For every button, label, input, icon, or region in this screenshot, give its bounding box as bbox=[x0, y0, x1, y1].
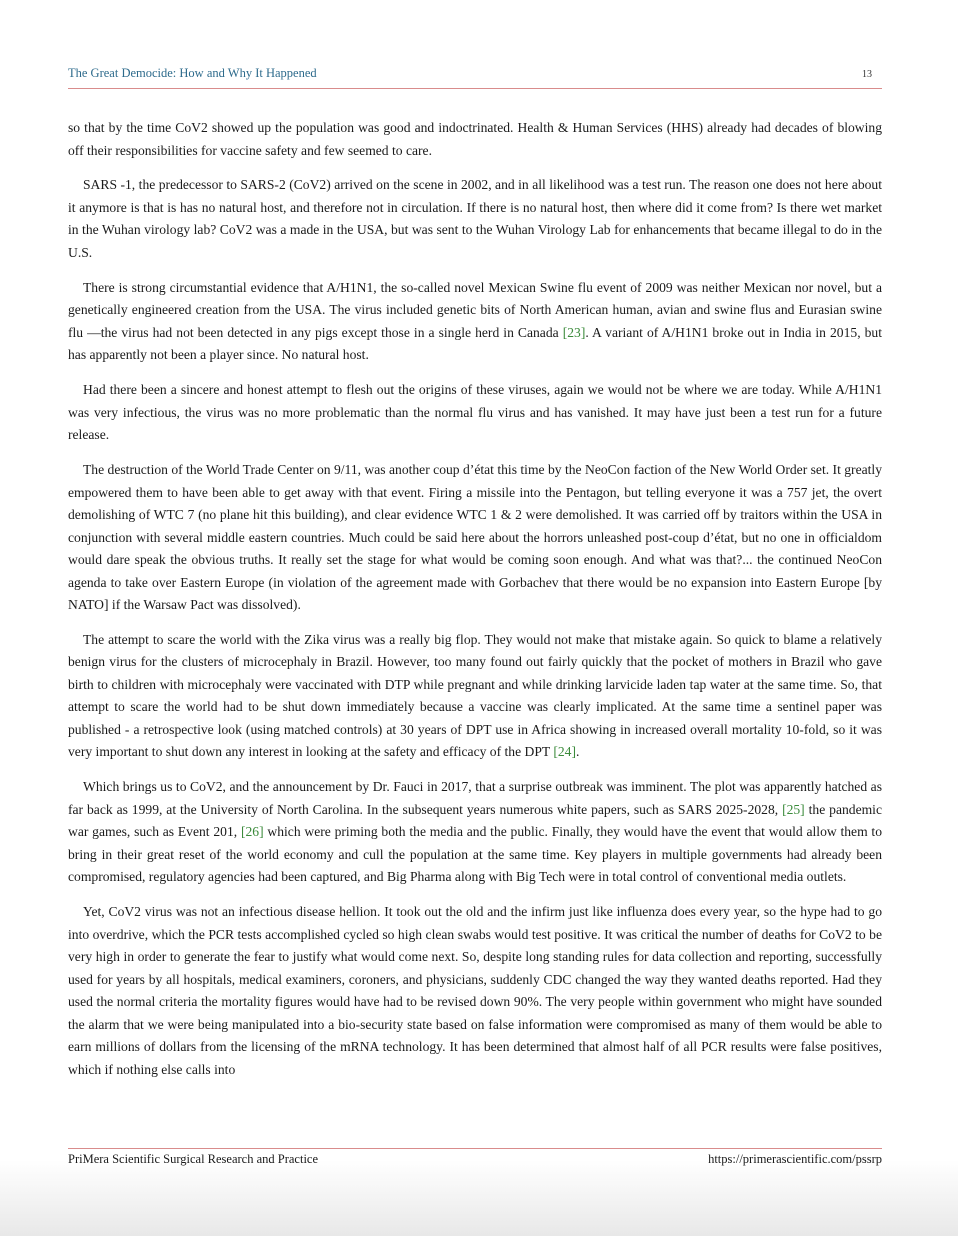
paragraph-text: The destruction of the World Trade Center on 9/11, was another coup d’état this time by the NeoCon faction of the New World Order set. It greatly empowered them to have been able to get away with that event. Firing a missile into the Pentagon, but telling everyone it was a 757 jet, the overt demolishing of WTC 7 (no plane hit this building), and clear evidence WTC 1 & 2 were demolished. It was carried off by traitors within the USA in conjunction with several middle eastern countries. Much could be said here about the horrors unleashed post-coup d’état, but no one in officialdom would dare speak the obvious truths. It really set the stage for what would be coming soon enough. And what was that?... the continued NeoCon agenda to take over Eastern Europe (in violation of the agreement made with Gorbachev that there would be no expansion into Eastern Europe [by NATO] if the Warsaw Pact was dissolved). bbox=[68, 462, 882, 613]
paragraph-text: The attempt to scare the world with the Zika virus was a really big flop. They would not make that mistake again. So quick to blame a relatively benign virus for the clusters of microcephaly in Brazil. However, too many found out fairly quickly that the pocket of mothers in Brazil who gave birth to children with microcephaly were vaccinated with DTP while pregnant and while drinking larvicide laden tap water at the same time. So, that attempt to scare the world had to be shut down immediately because a vaccine was clearly implicated. At the same time a sentinel paper was published - a retrospective look (using matched controls) at 30 years of DPT use in Africa showing in increased overall mortality 10-fold, so it was very important to shut down any interest in looking at the safety and efficacy of the DPT bbox=[68, 631, 882, 760]
citation-link[interactable]: [25] bbox=[782, 801, 805, 817]
paragraph bbox=[68, 379, 882, 447]
paragraph-text: . A variant of A/H1N1 broke out in India in 2015, but has apparently not been a player since. No natural host. bbox=[68, 324, 882, 363]
citation-link[interactable]: [23] bbox=[562, 324, 586, 340]
paragraph bbox=[68, 277, 882, 367]
paragraph bbox=[68, 459, 882, 617]
paragraph-text: Had there been a sincere and honest attempt to flesh out the origins of these viruses, again we would not be where we are today. While A/H1N1 was very infectious, the virus was no more problematic than the normal flu virus and has vanished. It may have just been a test run for a future release. bbox=[68, 382, 882, 443]
paragraph-text: SARS -1, the predecessor to SARS-2 (CoV2) arrived on the scene in 2002, and in all likelihood was a test run. The reason one does not here about it anymore is that is has no natural host, and therefore not in circulation. If there is no natural host, then where did it come from? Is there wet market in the Wuhan virology lab? CoV2 was a made in the USA, but was sent to the Wuhan Virology Lab for enhancements that became illegal to do in the U.S. bbox=[68, 177, 882, 260]
paragraph bbox=[68, 776, 882, 889]
document-page bbox=[68, 0, 882, 1236]
paragraph-text: the pandemic war games, such as Event 201, bbox=[68, 801, 882, 840]
paragraph-text: . bbox=[576, 744, 580, 760]
paragraph-text: so that by the time CoV2 showed up the population was good and indoctrinated. Health & Human Services (HHS) already had decades of blowing off their responsibilities for vaccine safety and few seemed to care. bbox=[68, 120, 882, 158]
paragraph bbox=[68, 629, 882, 764]
journal-name: PriMera Scientific Surgical Research and Practice bbox=[68, 1152, 319, 1166]
paragraph bbox=[68, 901, 882, 1081]
paragraph-text: Yet, CoV2 virus was not an infectious disease hellion. It took out the old and the infirm just like influenza does every year, so the hype had to go into overdrive, which the PCR tests accomplished cycled so high clean swabs would test positive. It was critical the number of deaths for CoV2 to be very high in order to generate the fear to justify what would come next. So, despite long standing rules for data collection and reporting, successfully used for years by all hospitals, medical examiners, coroners, and physicians, suddenly CDC changed the way they wanted deaths reported. Had they used the normal criteria the mortality figures would have had to be revised down 90%. The very people within government who might have sounded the alarm that we were being manipulated into a bio-security state based on false information were compromised as many of them would be able to earn millions of dollars from the licensing of the mRNA technology. It has been determined that almost half of all PCR results were false positives, which if nothing else calls into bbox=[68, 904, 882, 1077]
journal-url[interactable]: https://primerascientific.com/pssrp bbox=[708, 1152, 882, 1166]
paragraph bbox=[68, 174, 882, 264]
running-title: The Great Democide: How and Why It Happened bbox=[68, 66, 317, 80]
citation-link[interactable]: [26] bbox=[240, 824, 264, 840]
paragraph-text: There is strong circumstantial evidence that A/H1N1, the so-called novel Mexican Swine flu event of 2009 was neither Mexican nor novel, but a genetically engineered creation from the USA. The virus included genetic bits of North American human, avian and swine flus and Eurasian swine flu —the virus had not been detected in any pigs except those in a single herd in Canada bbox=[68, 279, 882, 340]
article-body bbox=[68, 117, 882, 1094]
page-footer bbox=[68, 1148, 882, 1171]
paragraph bbox=[68, 117, 882, 162]
page-header bbox=[68, 66, 882, 89]
paragraph-text: Which brings us to CoV2, and the announcement by Dr. Fauci in 2017, that a surprise outbreak was imminent. The plot was apparently hatched as far back as 1999, at the University of North Carolina. In the subsequent years numerous white papers, such as SARS 2025-2028, bbox=[68, 779, 882, 817]
paragraph-text: which were priming both the media and the public. Finally, they would have the event that would allow them to bring in their great reset of the world economy and cull the population at the same time. Key players in multiple governments had already been compromised, regulatory agencies had been captured, and Big Pharma along with Big Tech were in total control of conventional media outlets. bbox=[68, 824, 882, 885]
page-number: 13 bbox=[862, 69, 872, 80]
citation-link[interactable]: [24] bbox=[553, 744, 577, 760]
